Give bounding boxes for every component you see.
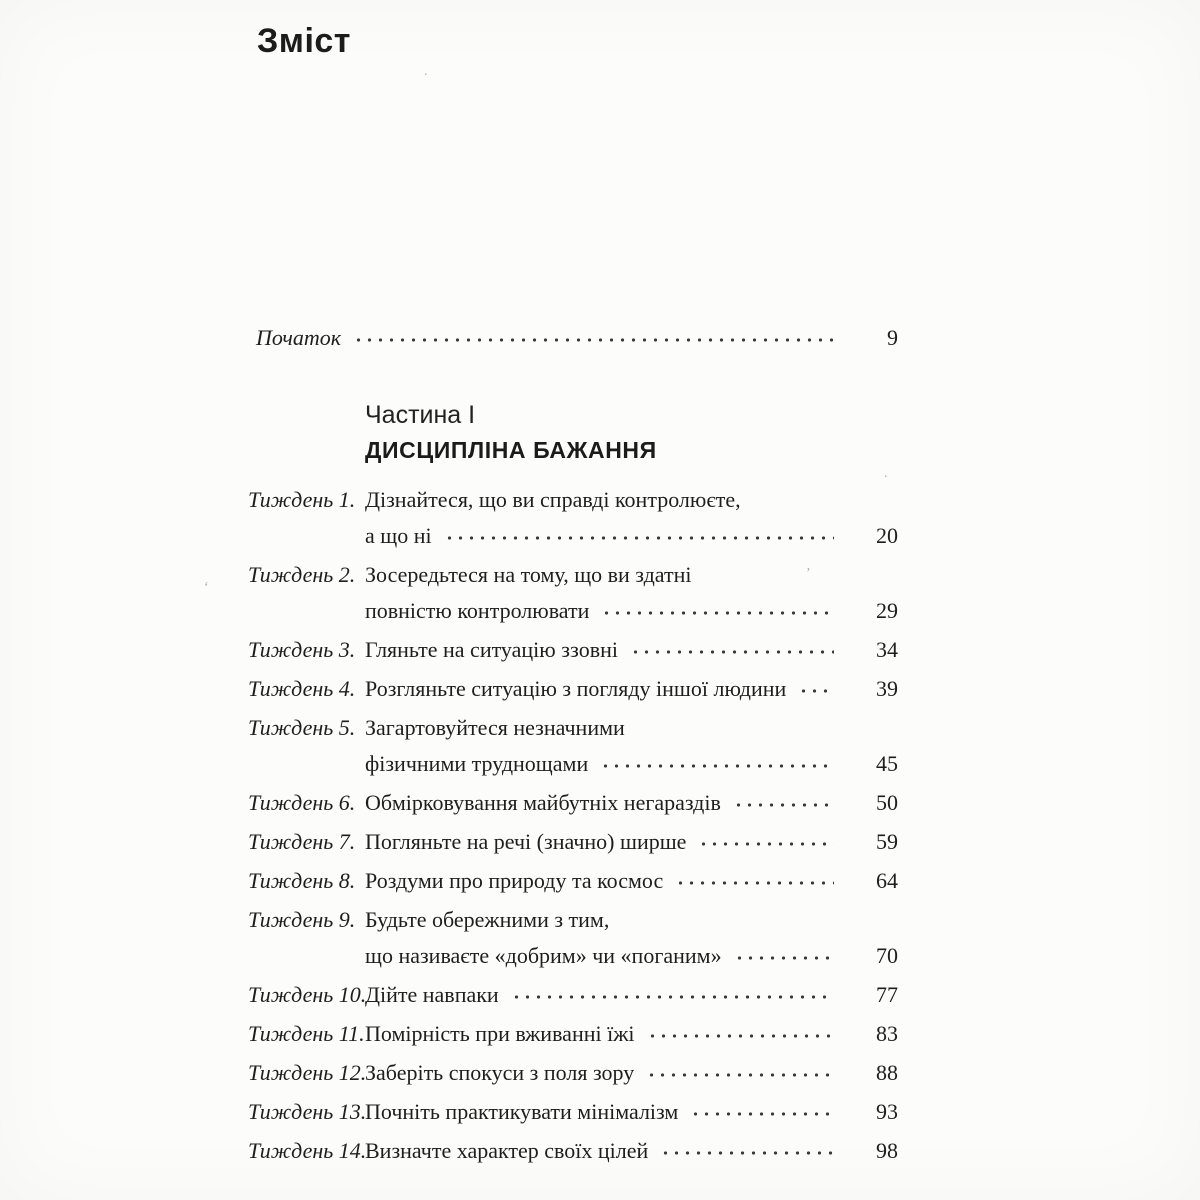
toc-entry: [248, 1055, 898, 1091]
page-number: 9: [887, 325, 898, 350]
dot-leader: [690, 1109, 834, 1119]
week-label: Тиждень 11.: [248, 1021, 365, 1046]
dot-leader: [675, 878, 834, 888]
week-label: Тиждень 13.: [248, 1099, 367, 1124]
dot-leader: [600, 761, 834, 771]
entry-text: Обмірковування майбутніх негараздів: [365, 790, 721, 815]
toc-entry: [248, 902, 898, 974]
page-number: 34: [876, 637, 898, 662]
entry-text: Роздуми про природу та космос: [365, 868, 664, 893]
dot-leader: [444, 533, 834, 543]
entry-text: Заберіть спокуси з поля зору: [365, 1060, 635, 1085]
entry-line: [365, 1094, 898, 1130]
entry-line: [365, 746, 898, 782]
dot-leader: [353, 335, 834, 345]
dot-leader: [511, 992, 834, 1002]
dot-leader: [798, 686, 834, 696]
entry-text: Будьте обережними з тим,: [365, 907, 610, 932]
entry-title: [365, 977, 898, 1013]
entry-text: що називаєте «добрим» чи «поганим»: [365, 943, 722, 968]
scan-speck: .: [424, 64, 428, 79]
entry-text: Дізнайтеся, що ви справді контролюєте,: [365, 487, 741, 512]
entry-text: Дійте навпаки: [365, 982, 499, 1007]
page-number: 59: [876, 829, 898, 854]
page-number: 29: [876, 598, 898, 623]
week-label: Тиждень 3.: [248, 637, 356, 662]
entry-line: [365, 863, 898, 899]
toc-entry: [248, 1094, 898, 1130]
page-number: 20: [876, 523, 898, 548]
page-number: 64: [876, 868, 898, 893]
week-label: Тиждень 8.: [248, 868, 356, 893]
toc-entry: [248, 1016, 898, 1052]
entry-text: Помірність при вживанні їжі: [365, 1021, 635, 1046]
dot-leader: [601, 608, 834, 618]
part-number: Частина I: [365, 401, 476, 429]
entry-title: [365, 863, 898, 899]
entry-title: [365, 1094, 898, 1130]
page-number: 88: [876, 1060, 898, 1085]
entry-text: Зосередьтеся на тому, що ви здатні: [365, 562, 692, 587]
toc-entry: [248, 785, 898, 821]
toc-entry: [248, 863, 898, 899]
entry-line: [365, 902, 898, 938]
entry-title: [365, 1016, 898, 1052]
week-label: Тиждень 2.: [248, 562, 356, 587]
intro-label: Початок: [256, 325, 341, 350]
scan-speck: .: [884, 466, 888, 481]
toc-entry: [248, 557, 898, 629]
page-number: 70: [876, 943, 898, 968]
entry-line: [365, 785, 898, 821]
entry-text: Визначте характер своїх цілей: [365, 1138, 649, 1163]
entry-title: [365, 824, 898, 860]
week-label: Тиждень 4.: [248, 676, 356, 701]
scan-speck: ’: [806, 566, 811, 581]
page-number: 45: [876, 751, 898, 776]
dot-leader: [733, 800, 834, 810]
entry-line: [365, 1055, 898, 1091]
entry-title: [365, 557, 898, 629]
entry-line: [365, 1016, 898, 1052]
entry-line: [365, 938, 898, 974]
entry-text: Гляньте на ситуацію ззовні: [365, 637, 618, 662]
page-number: 93: [876, 1099, 898, 1124]
week-label: Тиждень 1.: [248, 487, 356, 512]
toc-entry: [248, 632, 898, 668]
toc-entry-intro: [248, 320, 898, 356]
toc-entry: [248, 1133, 898, 1169]
entry-line: [365, 557, 898, 593]
entry-title: [365, 671, 898, 707]
week-label: Тиждень 6.: [248, 790, 356, 815]
entry-title: [365, 785, 898, 821]
toc-entry: [248, 710, 898, 782]
entry-line: [365, 518, 898, 554]
week-label: Тиждень 7.: [248, 829, 356, 854]
entry-title: [365, 482, 898, 554]
page-number: 39: [876, 676, 898, 701]
toc-entry: [248, 824, 898, 860]
entry-line: [365, 593, 898, 629]
toc-entry: [248, 977, 898, 1013]
entry-text: Почніть практикувати мінімалізм: [365, 1099, 679, 1124]
entry-text: фізичними труднощами: [365, 751, 589, 776]
entry-text: Загартовуйтеся незначними: [365, 715, 625, 740]
page-number: 50: [876, 790, 898, 815]
entry-line: [365, 632, 898, 668]
dot-leader: [734, 953, 834, 963]
entry-line: [365, 710, 898, 746]
entry-title: [365, 1055, 898, 1091]
scan-speck: ‘: [204, 580, 209, 595]
dot-leader: [647, 1031, 834, 1041]
entry-line: [365, 824, 898, 860]
page-number: 83: [876, 1021, 898, 1046]
entry-text: Розгляньте ситуацію з погляду іншої людини: [365, 676, 787, 701]
week-label: Тиждень 10.: [248, 982, 367, 1007]
dot-leader: [630, 647, 834, 657]
entry-line: [365, 977, 898, 1013]
entry-title: [365, 710, 898, 782]
entry-title: [365, 902, 898, 974]
dot-leader: [698, 839, 834, 849]
part-title: ДИСЦИПЛІНА БАЖАННЯ: [365, 437, 657, 463]
dot-leader: [646, 1070, 834, 1080]
table-of-contents: [248, 320, 898, 1172]
entry-text: Погляньте на речі (значно) ширше: [365, 829, 687, 854]
entry-line: [365, 482, 898, 518]
dot-leader: [660, 1148, 834, 1158]
entry-title: [365, 632, 898, 668]
page-number: 98: [876, 1138, 898, 1163]
week-label: Тиждень 14.: [248, 1138, 367, 1163]
week-label: Тиждень 12.: [248, 1060, 367, 1085]
part-heading: [365, 398, 898, 468]
entry-title: [365, 1133, 898, 1169]
entry-text: повністю контролювати: [365, 598, 590, 623]
toc-entry: [248, 671, 898, 707]
week-label: Тиждень 5.: [248, 715, 356, 740]
week-label: Тиждень 9.: [248, 907, 356, 932]
entry-line: [365, 1133, 898, 1169]
entry-text: а що ні: [365, 523, 432, 548]
toc-entries: [248, 482, 898, 1169]
toc-entry: [248, 482, 898, 554]
page-number: 77: [876, 982, 898, 1007]
entry-line: [365, 671, 898, 707]
page-title: Зміст: [257, 22, 351, 60]
